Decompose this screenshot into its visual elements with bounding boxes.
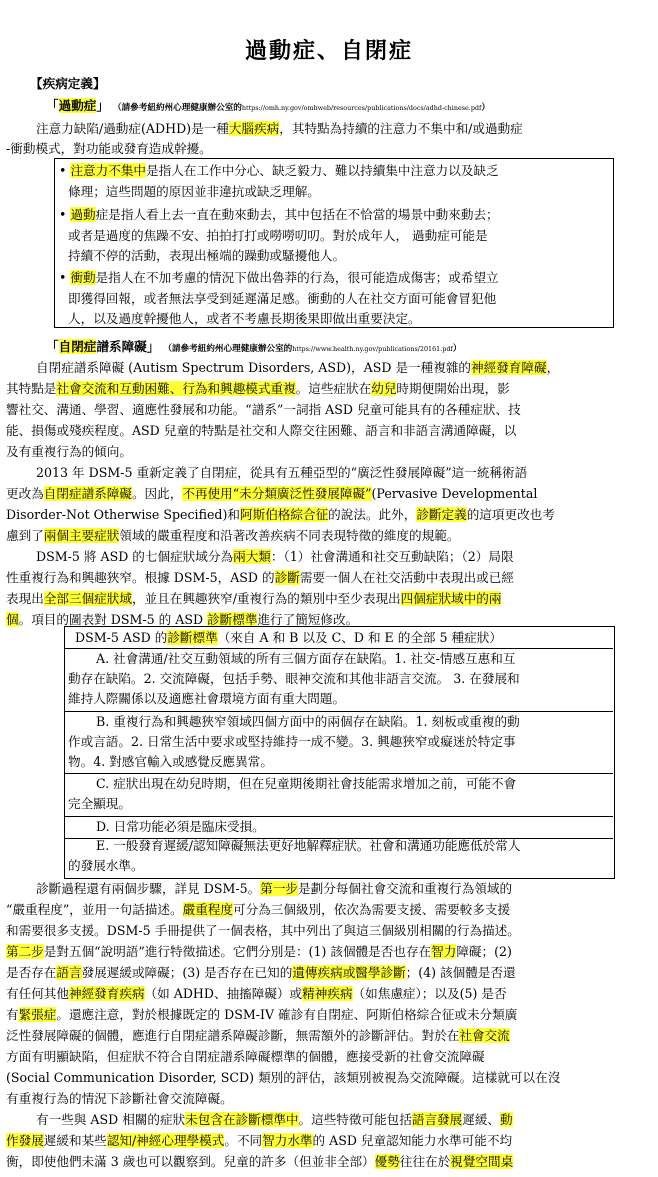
dsm-criterion-a: A. 社會溝通/社交互動領域的所有三個方面存在缺陷。1. 社交-情感互惠和互 <box>96 651 516 666</box>
dsm-criterion-d: D. 日常功能必須是臨床受損。 <box>96 819 265 834</box>
section-heading: 【疾病定義】 <box>30 76 106 91</box>
adhd-source-url: https://omh.ny.gov/omhweb/resources/publications/docs/adhd-chinese.pdf <box>241 104 482 112</box>
dsm-table-header: DSM-5 ASD 的診斷標準（來自 A 和 B 以及 C、D 和 E 的全部 5 種症狀） <box>75 630 502 645</box>
asd-source-url: https://www.health.ny.gov/publications/20161.pdf <box>292 345 453 353</box>
dsm-criterion-b: B. 重複行為和興趣狹窄領域四個方面中的兩個存在缺陷。1. 刻板或重複的動 <box>96 714 520 729</box>
adhd-paragraph: 注意力缺陷/過動症(ADHD)是一種大腦疾病，其特點為持續的注意力不集中和/或過動症 <box>36 121 523 136</box>
bullet-inattention: • 注意力不集中是指人在工作中分心、缺乏毅力、難以持續集中注意力以及缺乏 <box>59 163 499 178</box>
dsm-criterion-c: C. 症狀出現在幼兒時期，但在兒童期後期社會技能需求增加之前，可能不會 <box>96 776 517 791</box>
document-page: 過動症、自閉症 【疾病定義】 「過動症」 （請參考紐約州心理健康辦公室的https://omh.ny.gov/omhweb/resources/publications/docs/adhd-chinese.pdf） 注意力缺陷/過動症(ADHD)是一種大腦疾病，其特點為持續的注意力不集中和/或過動症 -衝動模式，對功能或發育造成幹擾。 • 注意力不集中是指人在工作中分心、缺乏毅力、難以持續集中注意力以及缺乏 條理；這些問題的原因並非違抗或缺乏理解。 • 過動症是指人看上去一直在動來動去，其中包括在不恰當的場景中動來動去； 或者是過度的焦躁不安、拍拍打打或嘮嘮叨叨。對於成年人， 過動症可能是 持續不停的活動，表現出極端的躁動或騷擾他人。 • 衝動是指人在不加考慮的情況下做出魯莽的行為，很可能造成傷害；或希望立 即獲得回報，或者無法享受到延遲滿足感。衝動的人在社交方面可能會冒犯他 人，以及過度幹擾他人，或者不考慮長期後果即做出重要決定。 「自閉症譜系障礙」 （請參考紐約州心理健康辦公室的https://www.health.ny.gov/publications/20161.pdf） 自閉症譜系障礙 (Autism Spectrum Disorders, ASD)，ASD 是一種複雜的神經發育障礙， 其特點是社會交流和互動困難、行為和興趣模式重複。這些症狀在幼兒時期便開始出現，影 響社交、溝通、學習、適應性發展和功能。“譜系”一詞指 ASD 兒童可能具有的各種症狀、技 能、損傷或殘疾程度。ASD 兒童的特點是社交和人際交往困難、語言和非語言溝通障礙，以 及有重複行為的傾向。 2013 年 DSM-5 重新定義了自閉症，從具有五種亞型的“廣泛性發展障礙”這一統稱術語 更改為自閉症譜系障礙。因此，不再使用“未分類廣泛性發展障礙”(Pervasive Developmental Disorder-Not Otherwise Specified)和阿斯伯格綜合征的說法。此外，診斷定義的這項更改也考 慮到了兩個主要症狀領域的嚴重程度和沿著改善疾病不同表現特徵的維度的規範。 DSM-5 將 ASD 的七個症狀域分為兩大類：（1）社會溝通和社交互動缺陷；（2）局限 性重複行為和興趣狹窄。根據 DSM-5，ASD 的診斷需要一個人在社交活動中表現出或已經 表現出全部三個症狀域，並且在興趣狹窄/重複行為的類別中至少表現出四個症狀域中的兩 個。項目的圖表對 DSM-5 的 ASD 診斷標準進行了簡短修改。 DSM-5 ASD 的診斷標準（來自 A 和 B 以及 C、D 和 E 的全部 5 種症狀） A. 社會溝通/社交互動領域的所有三個方面存在缺陷。1. 社交-情感互惠和互 動存在缺陷。2. 交流障礙，包括手勢、眼神交流和其他非語言交流。 3. 在發展和 維持人際關係以及適應社會環境方面有重大問題。 B. 重複行為和興趣狹窄領域四個方面中的兩個存在缺陷。1. 刻板或重複的動 作或言語。2. 日常生活中要求或堅持維持一成不變。3. 興趣狹窄或癡迷於特定事 物。4. 對感官輸入或感覺反應異常。 C. 症狀出現在幼兒時期，但在兒童期後期社會技能需求增加之前，可能不會 完全顯現。 D. 日常功能必須是臨床受損。 E. 一般發育遲緩/認知障礙無法更好地解釋症狀。社會和溝通功能應低於常人 的發展水準。 診斷過程還有兩個步驟，詳見 DSM-5。第一步是劃分每個社會交流和重複行為領域的 “嚴重程度”，並用一句話描述。嚴重程度可分為三個級別，依次為需要支援、需要較多支援 和需要很多支援。DSM-5 手冊提供了一個表格，其中列出了與這三個級別相關的行為描述。 第二步是對五個“說明語”進行特徵描述。它們分別是：(1) 該個體是否也存在智力障礙；(2) 是否存在語言發展遲緩或障礙；(3) 是否存在已知的遺傳疾病或醫學診斷；(4) 該個體是否還 有任何其他神經發育疾病（如 ADHD、抽搐障礙）或精神疾病（如焦慮症）；以及(5) 是否 有緊張症。還應注意，對於根據既定的 DSM-IV 確診有自閉症、阿斯伯格綜合征或未分類廣 泛性發展障礙的個體，應進行自閉症譜系障礙診斷，無需額外的診斷評估。對於在社會交流 方面有明顯缺陷，但症狀不符合自閉症譜系障礙標準的個體，應接受新的社會交流障礙 (Social Communication Disorder, SCD) 類別的評估，該類別被視為交流障礙。這樣就可以在沒 有重複行為的情況下診斷社會交流障礙。 有一些與 ASD 相關的症狀未包含在診斷標準中。這些特徵可能包括語言發展遲緩、動 作發展遲緩和某些認知/神經心理學模式。不同智力水準的 ASD 兒童認知能力水準可能不均 衡，即使他們未滿 3 歲也可以觀察到。兒童的許多（但並非全部）優勢往往在於視覺空間桌 <box>0 0 658 1177</box>
dsm-criterion-e: E. 一般發育遲緩/認知障礙無法更好地解釋症狀。社會和溝通功能應低於常人 <box>96 838 521 853</box>
adhd-paragraph-cont: -衝動模式，對功能或發育造成幹擾。 <box>6 141 212 156</box>
asd-term-line: 「自閉症譜系障礙」 （請參考紐約州心理健康辦公室的https://www.health.ny.gov/publications/20161.pdf） <box>46 339 462 354</box>
adhd-term-line: 「過動症」 （請參考紐約州心理健康辦公室的https://omh.ny.gov/omhweb/resources/publications/docs/adhd-chinese.pdf） <box>46 98 490 113</box>
asd-term: 自閉症 <box>58 339 97 354</box>
bullet-hyperactivity: • 過動症是指人看上去一直在動來動去，其中包括在不恰當的場景中動來動去； <box>59 207 499 222</box>
bullet-impulsivity: • 衝動是指人在不加考慮的情況下做出魯莽的行為，很可能造成傷害；或希望立 <box>59 270 499 285</box>
page-title: 過動症、自閉症 <box>244 38 413 64</box>
adhd-symptom-box: • 注意力不集中是指人在工作中分心、缺乏毅力、難以持續集中注意力以及缺乏 條理；這些問題的原因並非違抗或缺乏理解。 • 過動症是指人看上去一直在動來動去，其中包括在不恰當的場景中動來動去； 或者是過度的焦躁不安、拍拍打打或嘮嘮叨叨。對於成年人， 過動症可能是 持續不停的活動，表現出極端的躁動或騷擾他人。 • 衝動是指人在不加考慮的情況下做出魯莽的行為，很可能造成傷害；或希望立 即獲得回報，或者無法享受到延遲滿足感。衝動的人在社交方面可能會冒犯他 人，以及過度幹擾他人，或者不考慮長期後果即做出重要決定。 <box>54 158 614 328</box>
adhd-term: 過動症 <box>58 98 97 113</box>
